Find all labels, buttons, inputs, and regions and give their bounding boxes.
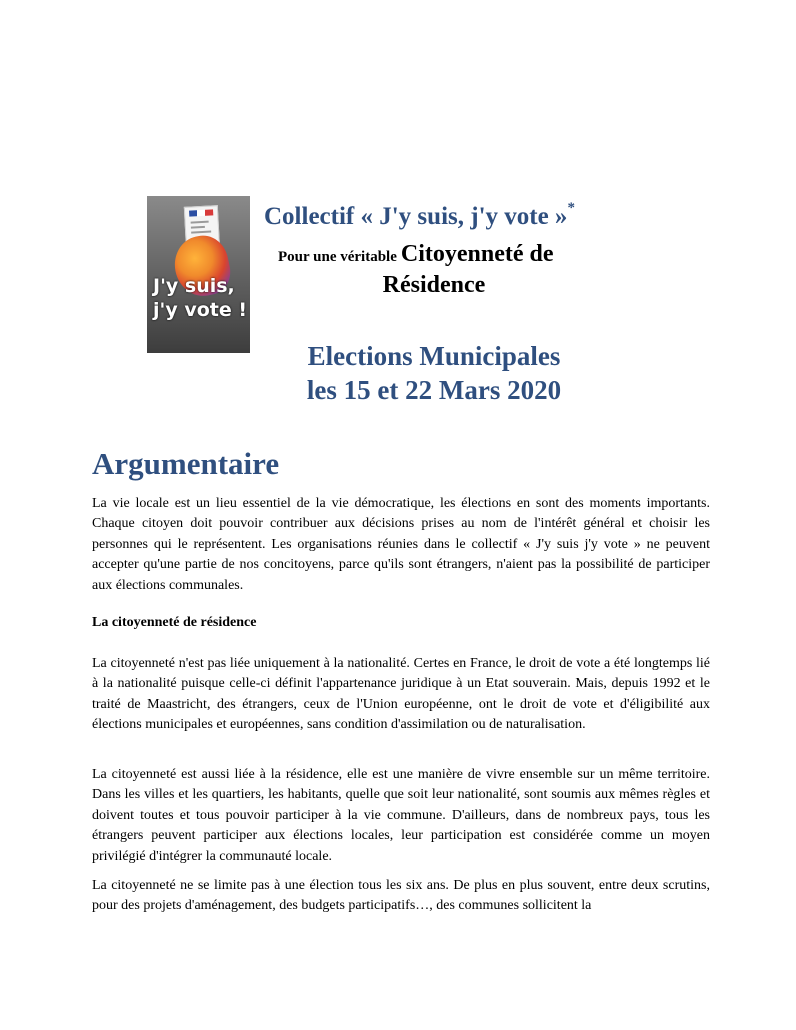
subtitle-prefix: Pour une véritable <box>278 249 397 265</box>
body-paragraph: La citoyenneté n'est pas liée uniquement à la nationalité. Certes en France, le droit de vote a été longtemps lié à la nationalité puisque celle-ci définit l'appartenance juridique à un Etat souverain. Mais, depuis 1992 et le traité de Maastricht, des étrangers, ceux de l'Union européenne, ont le droit de vote et d'éligibilité aux élections municipales et européennes, sans condition d'assimilation ou de naturalisation. <box>92 656 710 733</box>
collective-title: Collectif « J'y suis, j'y vote »* <box>264 200 575 230</box>
elections-line-2: les 15 et 22 Mars 2020 <box>306 375 562 405</box>
section-heading: Argumentaire <box>92 446 280 481</box>
subsection-heading: La citoyenneté de résidence <box>92 615 257 630</box>
subtitle-line-2: Résidence <box>382 272 486 298</box>
subtitle-line-1 <box>278 241 554 268</box>
intro-paragraph: La vie locale est un lieu essentiel de la vie démocratique, les élections en sont des moments importants. Chaque citoyen doit pouvoir contribuer aux décisions prises au nom de l'intérêt général et choisir les personnes qui le représentent. Les organisations réunies dans le collectif « J'y suis j'y vote » ne peuvent accepter qu'une partie de nos concitoyens, parce qu'ils sont étrangers, n'aient pas la possibilité de participer aux élections communales. <box>92 496 710 593</box>
subtitle-main: Citoyenneté de <box>400 241 554 267</box>
body-paragraph: La citoyenneté ne se limite pas à une élection tous les six ans. De plus en plus souvent, entre deux scrutins, pour des projets d'aménagement, des budgets participatifs…, des communes sollicitent la <box>92 878 710 914</box>
elections-title <box>0 339 796 407</box>
elections-line-1: Elections Municipales <box>307 341 561 371</box>
title-footnote-mark: * <box>567 200 575 216</box>
body-paragraph: La citoyenneté est aussi liée à la résidence, elle est une manière de vivre ensemble sur un même territoire. Dans les villes et les quartiers, les habitants, quelle que soit leur nationalité, sont soumis aux mêmes règles et doivent toutes et tous pouvoir participer à la vie commune. D'ailleurs, dans de nombreux pays, tous les étrangers peuvent participer aux élections locales, leur participation est considérée comme un moyen privilégié d'intégrer la communauté locale. <box>92 767 710 864</box>
logo-text: J'y suis, j'y vote ! <box>153 275 248 321</box>
